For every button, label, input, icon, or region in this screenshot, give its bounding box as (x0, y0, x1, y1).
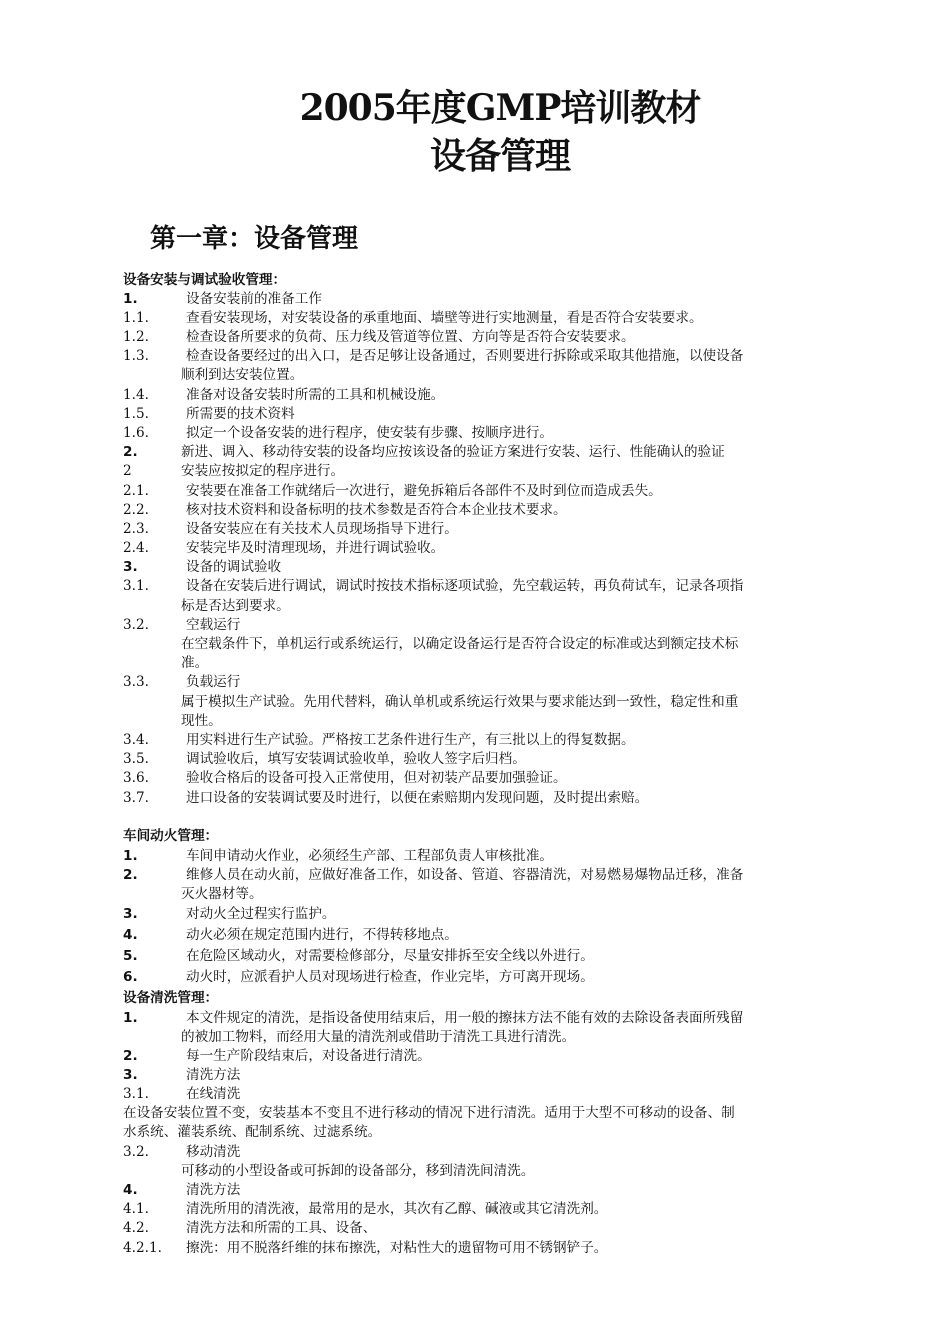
item-number: 2. (123, 867, 138, 883)
item-number: 3.7. (123, 790, 149, 806)
item-text: 动火必须在规定范围内进行，不得转移地点。 (186, 927, 458, 943)
item-text: 核对技术资料和设备标明的技术参数是否符合本企业技术要求。 (186, 502, 567, 518)
item-text: 标是否达到要求。 (181, 598, 290, 614)
item-text: 清洗方法 (186, 1067, 241, 1083)
item-text: 设备安装应在有关技术人员现场指导下进行。 (186, 521, 458, 537)
item-text: 设备在安装后进行调试，调试时按技术指标逐项试验，先空载运转，再负荷试车，记录各项指 (186, 578, 744, 594)
item-number: 1.5. (123, 406, 149, 422)
item-number: 4.2.1. (123, 1240, 162, 1256)
item-number: 1. (123, 291, 138, 307)
item-text: 车间申请动火作业，必须经生产部、工程部负责人审核批准。 (186, 848, 554, 864)
paragraph-text: 在设备安装位置不变，安装基本不变且不进行移动的情况下进行清洗。适用于大型不可移动的设备、制 (123, 1105, 735, 1121)
item-text: 调试验收后，填写安装调试验收单，验收人签字后归档。 (186, 751, 526, 767)
item-number: 2. (123, 1048, 138, 1064)
item-text: 安装要在准备工作就绪后一次进行，避免拆箱后各部件不及时到位而造成丢失。 (186, 483, 662, 499)
item-text: 现性。 (181, 713, 222, 729)
item-number: 4. (123, 1182, 138, 1198)
item-number: 1.4. (123, 387, 149, 403)
item-text: 新进、调入、移动待安装的设备均应按该设备的验证方案进行安装、运行、性能确认的验证 (181, 444, 725, 460)
item-text: 安装完毕及时清理现场，并进行调试验收。 (186, 540, 445, 556)
item-text: 负载运行 (186, 674, 241, 690)
item-text: 在线清洗 (186, 1086, 241, 1102)
item-text: 清洗所用的清洗液，最常用的是水，其次有乙醇、碱液或其它清洗剂。 (186, 1201, 608, 1217)
item-text: 拟定一个设备安装的进行程序，使安装有步骤、按顺序进行。 (186, 425, 554, 441)
item-number: 3.1. (123, 1086, 149, 1102)
item-text: 检查设备所要求的负荷、压力线及管道等位置、方向等是否符合安装要求。 (186, 329, 635, 345)
item-text: 每一生产阶段结束后，对设备进行清洗。 (186, 1048, 431, 1064)
item-text: 的被加工物料，而经用大量的清洗剂或借助于清洗工具进行清洗。 (181, 1029, 576, 1045)
item-number: 3. (123, 559, 138, 575)
item-text: 擦洗：用不脱落纤维的抹布擦洗，对粘性大的遗留物可用不锈钢铲子。 (186, 1240, 608, 1256)
item-number: 2. (123, 444, 138, 460)
item-text: 顺利到达安装位置。 (181, 367, 304, 383)
item-text: 本文件规定的清洗，是指设备使用结束后，用一般的擦抹方法不能有效的去除设备表面所残留 (186, 1010, 744, 1026)
item-number: 6. (123, 969, 138, 985)
item-number: 4.2. (123, 1220, 149, 1236)
section-heading-installation: 设备安装与调试验收管理： (123, 272, 287, 288)
item-text: 检查设备要经过的出入口，是否足够让设备通过，否则要进行拆除或采取其他措施，以使设备 (186, 348, 744, 364)
item-number: 3.4. (123, 732, 149, 748)
section-heading-cleaning: 设备清洗管理： (123, 990, 219, 1006)
item-text: 验收合格后的设备可投入正常使用，但对初装产品要加强验证。 (186, 770, 567, 786)
item-text: 可移动的小型设备或可拆卸的设备部分，移到清洗间清洗。 (181, 1163, 535, 1179)
item-number: 4.1. (123, 1201, 149, 1217)
item-text: 维修人员在动火前，应做好准备工作，如设备、管道、容器清洗，对易燃易爆物品迁移，准备 (186, 867, 744, 883)
document-subtitle: 设备管理 (429, 135, 570, 177)
item-number: 2.2. (123, 502, 149, 518)
item-number: 1.2. (123, 329, 149, 345)
item-number: 1. (123, 1010, 138, 1026)
item-text: 属于模拟生产试验。先用代替料，确认单机或系统运行效果与要求能达到一致性，稳定性和重 (181, 694, 739, 710)
item-text: 准。 (181, 655, 209, 671)
item-number: 2 (123, 463, 132, 479)
item-number: 3.2. (123, 617, 149, 633)
item-number: 1.6. (123, 425, 149, 441)
item-number: 3.5. (123, 751, 149, 767)
item-text: 清洗方法和所需的工具、设备、 (186, 1220, 377, 1236)
item-number: 3. (123, 1067, 138, 1083)
item-text: 移动清洗 (186, 1144, 241, 1160)
item-number: 5. (123, 948, 138, 964)
item-text: 所需要的技术资料 (186, 406, 295, 422)
item-text: 清洗方法 (186, 1182, 241, 1198)
item-number: 4. (123, 927, 138, 943)
section-heading-hot-work: 车间动火管理： (123, 828, 219, 844)
item-number: 2.3. (123, 521, 149, 537)
item-text: 查看安装现场，对安装设备的承重地面、墙壁等进行实地测量，看是否符合安装要求。 (186, 310, 703, 326)
item-number: 3.6. (123, 770, 149, 786)
item-number: 3.3. (123, 674, 149, 690)
item-text: 灭火器材等。 (181, 886, 263, 902)
item-number: 3. (123, 906, 138, 922)
item-text: 在危险区域动火，对需要检修部分，尽量安排拆至安全线以外进行。 (186, 948, 594, 964)
item-number: 1. (123, 848, 138, 864)
item-text: 在空载条件下，单机运行或系统运行，以确定设备运行是否符合设定的标准或达到额定技术标 (181, 636, 739, 652)
item-text: 设备安装前的准备工作 (186, 291, 322, 307)
paragraph-text: 水系统、灌装系统、配制系统、过滤系统。 (123, 1124, 382, 1140)
document-title: 2005年度GMP培训教材 (299, 87, 701, 129)
item-number: 1.3. (123, 348, 149, 364)
item-text: 用实料进行生产试验。严格按工艺条件进行生产，有三批以上的得复数据。 (186, 732, 635, 748)
item-text: 对动火全过程实行监护。 (186, 906, 336, 922)
chapter-heading: 第一章：设备管理 (150, 224, 359, 254)
item-text: 安装应按拟定的程序进行。 (181, 463, 345, 479)
item-text: 进口设备的安装调试要及时进行，以便在索赔期内发现问题，及时提出索赔。 (186, 790, 649, 806)
item-text: 空载运行 (186, 617, 241, 633)
item-text: 准备对设备安装时所需的工具和机械设施。 (186, 387, 445, 403)
item-number: 2.1. (123, 483, 149, 499)
item-text: 动火时，应派看护人员对现场进行检查，作业完毕，方可离开现场。 (186, 969, 594, 985)
item-number: 2.4. (123, 540, 149, 556)
item-number: 3.1. (123, 578, 149, 594)
item-number: 1.1. (123, 310, 149, 326)
item-number: 3.2. (123, 1144, 149, 1160)
item-text: 设备的调试验收 (186, 559, 282, 575)
